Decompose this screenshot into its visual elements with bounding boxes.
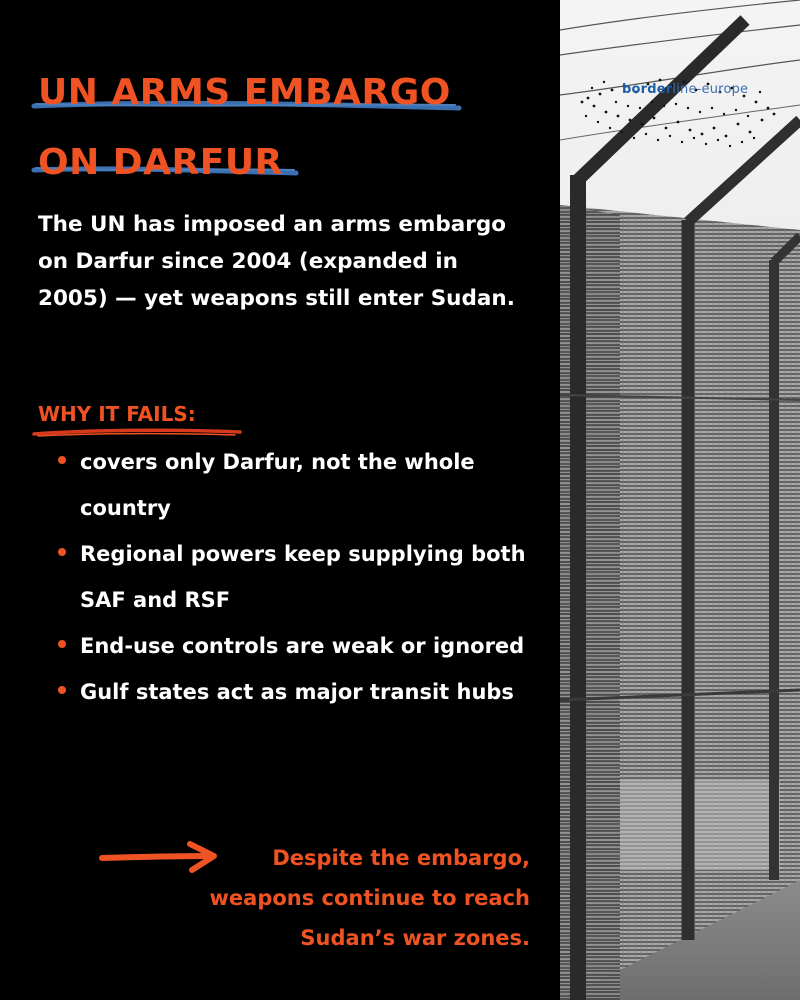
title-line-2: ON DARFUR xyxy=(38,142,283,183)
bullet-dot xyxy=(58,686,66,694)
list-item-text: covers only Darfur, not the whole country xyxy=(80,450,475,520)
logo-part-3: -europe xyxy=(696,82,749,97)
bullet-dot xyxy=(58,456,66,464)
list-item xyxy=(56,623,526,669)
list-item-text: End-use controls are weak or ignored xyxy=(80,634,525,658)
intro-paragraph: The UN has imposed an arms embargo on Darfur since 2004 (expanded in 2005) — yet weapons still enter Sudan. xyxy=(38,212,515,311)
reasons-list xyxy=(56,439,526,715)
arrow-right-icon xyxy=(96,838,226,878)
conclusion-line-3: Sudan’s war zones. xyxy=(300,926,530,950)
page-title xyxy=(38,58,538,198)
logo-part-1: border xyxy=(622,82,673,97)
title-line-1: UN ARMS EMBARGO xyxy=(38,72,451,113)
bullet-dot xyxy=(58,548,66,556)
list-item-text: Regional powers keep supplying both SAF and RSF xyxy=(80,542,526,612)
list-item xyxy=(56,669,526,715)
conclusion-line-2: weapons continue to reach xyxy=(209,886,530,910)
list-item xyxy=(56,531,526,623)
conclusion-text xyxy=(210,838,531,958)
logo-part-2: line xyxy=(672,82,697,97)
logo-wordmark xyxy=(622,82,748,97)
list-item xyxy=(56,439,526,531)
list-item-text: Gulf states act as major transit hubs xyxy=(80,680,514,704)
why-heading: WHY IT FAILS: xyxy=(38,402,196,426)
conclusion-line-1: Despite the embargo, xyxy=(272,846,530,870)
why-heading-underline xyxy=(30,424,250,440)
bullet-dot xyxy=(58,640,66,648)
